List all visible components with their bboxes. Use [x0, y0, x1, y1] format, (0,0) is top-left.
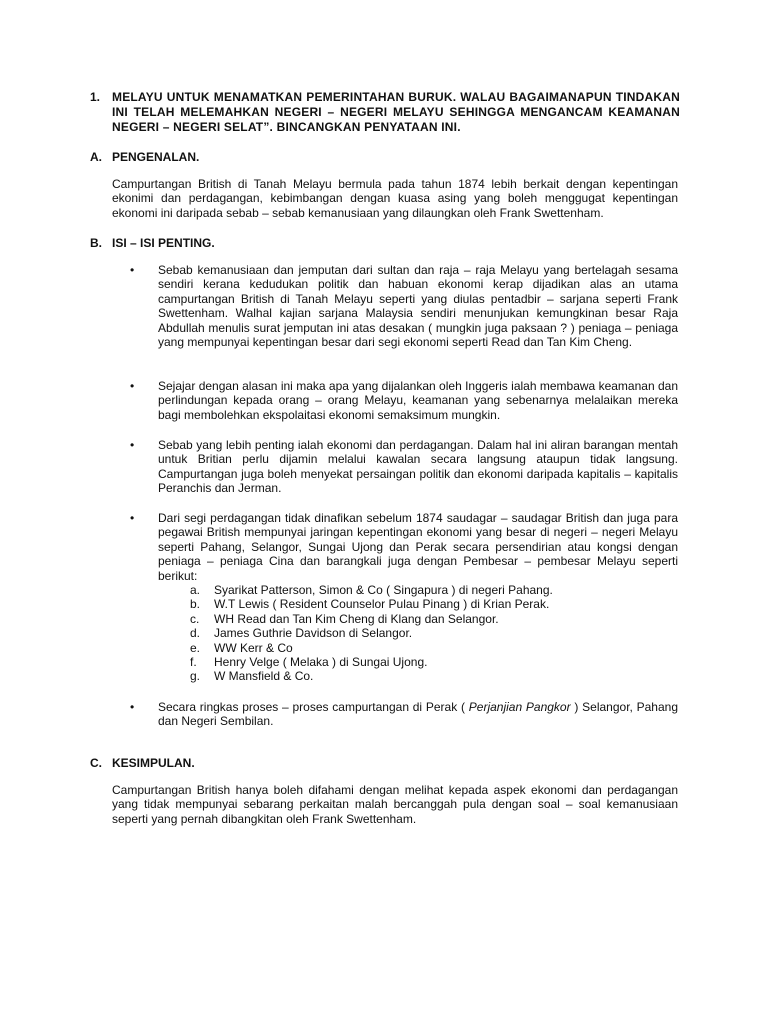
point-text: [158, 700, 678, 729]
list-item: [112, 263, 678, 349]
sub-item-label: e.: [190, 640, 201, 655]
sub-list-item: [190, 626, 678, 640]
section-letter: B.: [90, 236, 102, 250]
sub-item-label: g.: [190, 669, 201, 684]
sub-item-text: James Guthrie Davidson di Selangor.: [214, 626, 413, 641]
list-item: [112, 379, 678, 422]
bullet-icon: •: [130, 379, 135, 393]
sub-list-item: [190, 583, 678, 597]
list-item: [112, 700, 678, 729]
sub-list-item: [190, 655, 678, 669]
intro-paragraph: Campurtangan British di Tanah Melayu bermula pada tahun 1874 lebih berkait dengan kepentingan ekonimi dan perdagangan, kebimbangan dengan kuasa asing yang boleh menggugat kepentingan ekonomi ini daripada sebab – sebab kemanusiaan yang dilaungkan oleh Frank Swettenham.: [112, 177, 678, 220]
point-text: Sejajar dengan alasan ini maka apa yang dijalankan oleh Inggeris ialah membawa keamanan dan perlindungan kepada orang – orang Melayu, keamanan yang sebenarnya melalaikan mereka bagi membolehkan ekspolaitasi ekonomi semaksimum mungkin.: [158, 379, 678, 422]
sub-item-text: W.T Lewis ( Resident Counselor Pulau Pinang ) di Krian Perak.: [214, 597, 550, 612]
point-text: Sebab kemanusiaan dan jemputan dari sultan dan raja – raja Melayu yang bertelagah sesama sendiri kerana kedudukan politik dan habuan ekonomi kerap dijadikan alas an utama campurtangan British di Tanah Melayu seperti yang diulas pentadbir – sarjana seperti Frank Swettenham. Walhal kajian sarjana Malaysia sendiri menunjukan kemungkinan besar Raja Abdullah menulis surat jemputan ini atas desakan ( mungkin juga paksaan ? ) peniaga – peniaga yang mempunyai kepentingan besar dari segi ekonomi seperti Read dan Tan Kim Cheng.: [158, 263, 678, 350]
treaty-name: Perjanjian Pangkor: [468, 700, 571, 714]
section-heading-intro: [90, 150, 199, 165]
bullet-icon: •: [130, 438, 135, 452]
merchant-list: [134, 583, 678, 684]
sub-item-label: c.: [190, 611, 200, 626]
section-title: KESIMPULAN.: [112, 756, 195, 770]
sub-item-label: b.: [190, 597, 201, 612]
essay-question: [90, 90, 680, 135]
question-number: 1.: [90, 90, 101, 104]
sub-item-text: WW Kerr & Co: [214, 640, 293, 655]
point-text: Dari segi perdagangan tidak dinafikan sebelum 1874 saudagar – saudagar British dan juga para pegawai British mempunyai jaringan kepentingan ekonomi yang besar di negeri – negeri Melayu seperti Pahang, Selangor, Sungai Ujong dan Perak secara persendirian atau kongsi dengan peniaga – peniaga Cina dan barangkali juga dengan Pembesar – pembesar Melayu seperti berikut:: [158, 511, 678, 583]
sub-item-text: W Mansfield & Co.: [214, 669, 314, 684]
point-text: Sebab yang lebih penting ialah ekonomi dan perdagangan. Dalam hal ini aliran barangan mentah untuk Britian perlu dijamin melalui kawalan secara langsung ataupun tidak langsung. Campurtangan juga boleh menyekat persaingan politik dan ekonomi daripada kapitalis – kapitalis Peranchis dan Jerman.: [158, 438, 678, 496]
section-title: PENGENALAN.: [112, 150, 200, 164]
bullet-icon: •: [130, 700, 135, 714]
bullet-icon: •: [130, 511, 135, 525]
point-text-lead: Secara ringkas proses – proses campurtangan di Perak (: [158, 700, 469, 714]
sub-item-label: f.: [190, 655, 197, 670]
sub-list-item: [190, 597, 678, 611]
section-title: ISI – ISI PENTING.: [112, 236, 215, 250]
sub-item-label: d.: [190, 626, 201, 641]
sub-list-item: [190, 641, 678, 655]
sub-item-label: a.: [190, 583, 201, 598]
section-letter: A.: [90, 150, 102, 164]
question-text: MELAYU UNTUK MENAMATKAN PEMERINTAHAN BURUK. WALAU BAGAIMANAPUN TINDAKAN INI TELAH MELEMAHKAN NEGERI – NEGERI MELAYU SEHINGGA MENGANCAM KEAMANAN NEGERI – NEGERI SELAT”. BINCANGKAN PENYATAAN INI.: [112, 90, 680, 134]
sub-item-text: Syarikat Patterson, Simon & Co ( Singapura ) di negeri Pahang.: [214, 583, 553, 598]
sub-item-text: Henry Velge ( Melaka ) di Sungai Ujong.: [214, 655, 428, 670]
section-heading-body: [90, 236, 215, 251]
point-text-tail: ) Selangor, Pahang dan Negeri Sembilan.: [158, 700, 678, 729]
sub-list-item: [190, 612, 678, 626]
sub-list-item: [190, 669, 678, 683]
list-item: [112, 511, 678, 684]
section-heading-conclusion: [90, 756, 195, 771]
conclusion-paragraph: Campurtangan British hanya boleh difahami dengan melihat kepada aspek ekonomi dan perdagangan yang tidak mempunyai sebarang perkaitan malah bercanggah pula dengan soal – soal kemanusiaan seperti yang pernah dibangkitan oleh Frank Swettenham.: [112, 783, 678, 826]
section-letter: C.: [90, 756, 102, 770]
list-item: [112, 438, 678, 496]
sub-item-text: WH Read dan Tan Kim Cheng di Klang dan Selangor.: [214, 611, 499, 626]
bullet-icon: •: [130, 263, 135, 277]
